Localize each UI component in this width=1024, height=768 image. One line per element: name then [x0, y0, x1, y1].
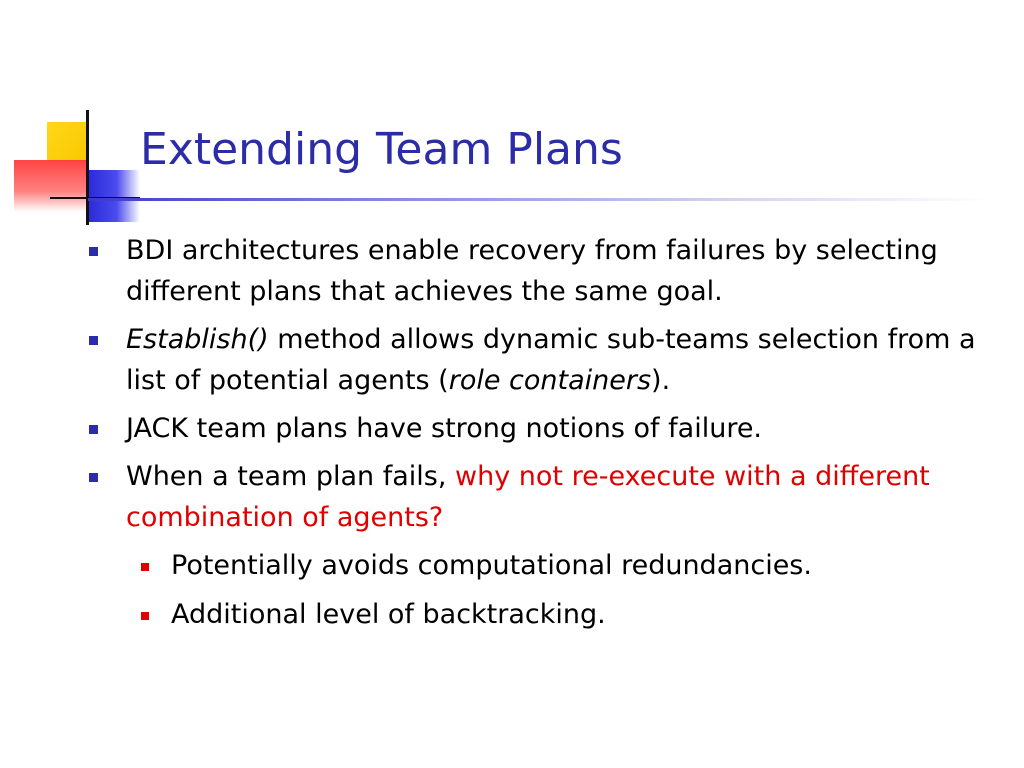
- bullet-text: When a team plan fails,: [126, 461, 456, 492]
- bullet-item: [88, 456, 988, 538]
- decorative-logo-icon: [0, 0, 140, 230]
- sub-bullet-text: Potentially avoids computational redundancies.: [171, 550, 812, 581]
- sub-bullet-text: Additional level of backtracking.: [171, 599, 606, 630]
- slide-title: Extending Team Plans: [140, 124, 623, 175]
- bullet-text: BDI architectures enable recovery from failures by selecting different plans that achieves the same goal.: [126, 235, 938, 307]
- title-underline-rule: [88, 198, 988, 201]
- sub-bullet-item: [88, 594, 988, 635]
- bullet-item: [88, 230, 988, 312]
- vertical-line-shape: [86, 110, 89, 225]
- red-square-bullet-icon: [141, 612, 149, 620]
- red-square-bullet-icon: [141, 563, 149, 571]
- bullet-text: method allows dynamic sub-teams selection from a list of potential agents (: [126, 324, 976, 396]
- yellow-square-shape: [47, 122, 87, 162]
- bullet-italic-tail: role containers: [448, 365, 652, 396]
- bullet-highlight-text: why not re-execute with a different combination of agents?: [126, 461, 930, 533]
- square-bullet-icon: [89, 473, 98, 482]
- bullet-list: [88, 230, 988, 643]
- square-bullet-icon: [89, 425, 98, 434]
- square-bullet-icon: [89, 247, 98, 256]
- bullet-item: [88, 319, 988, 401]
- bullet-text-end: ).: [651, 365, 671, 396]
- red-square-shape: [14, 160, 86, 212]
- bullet-text: JACK team plans have strong notions of failure.: [126, 413, 763, 444]
- bullet-italic-lead: Establish(): [126, 324, 269, 355]
- square-bullet-icon: [89, 336, 98, 345]
- blue-square-shape: [88, 170, 140, 222]
- sub-bullet-item: [88, 545, 988, 586]
- bullet-item: [88, 408, 988, 449]
